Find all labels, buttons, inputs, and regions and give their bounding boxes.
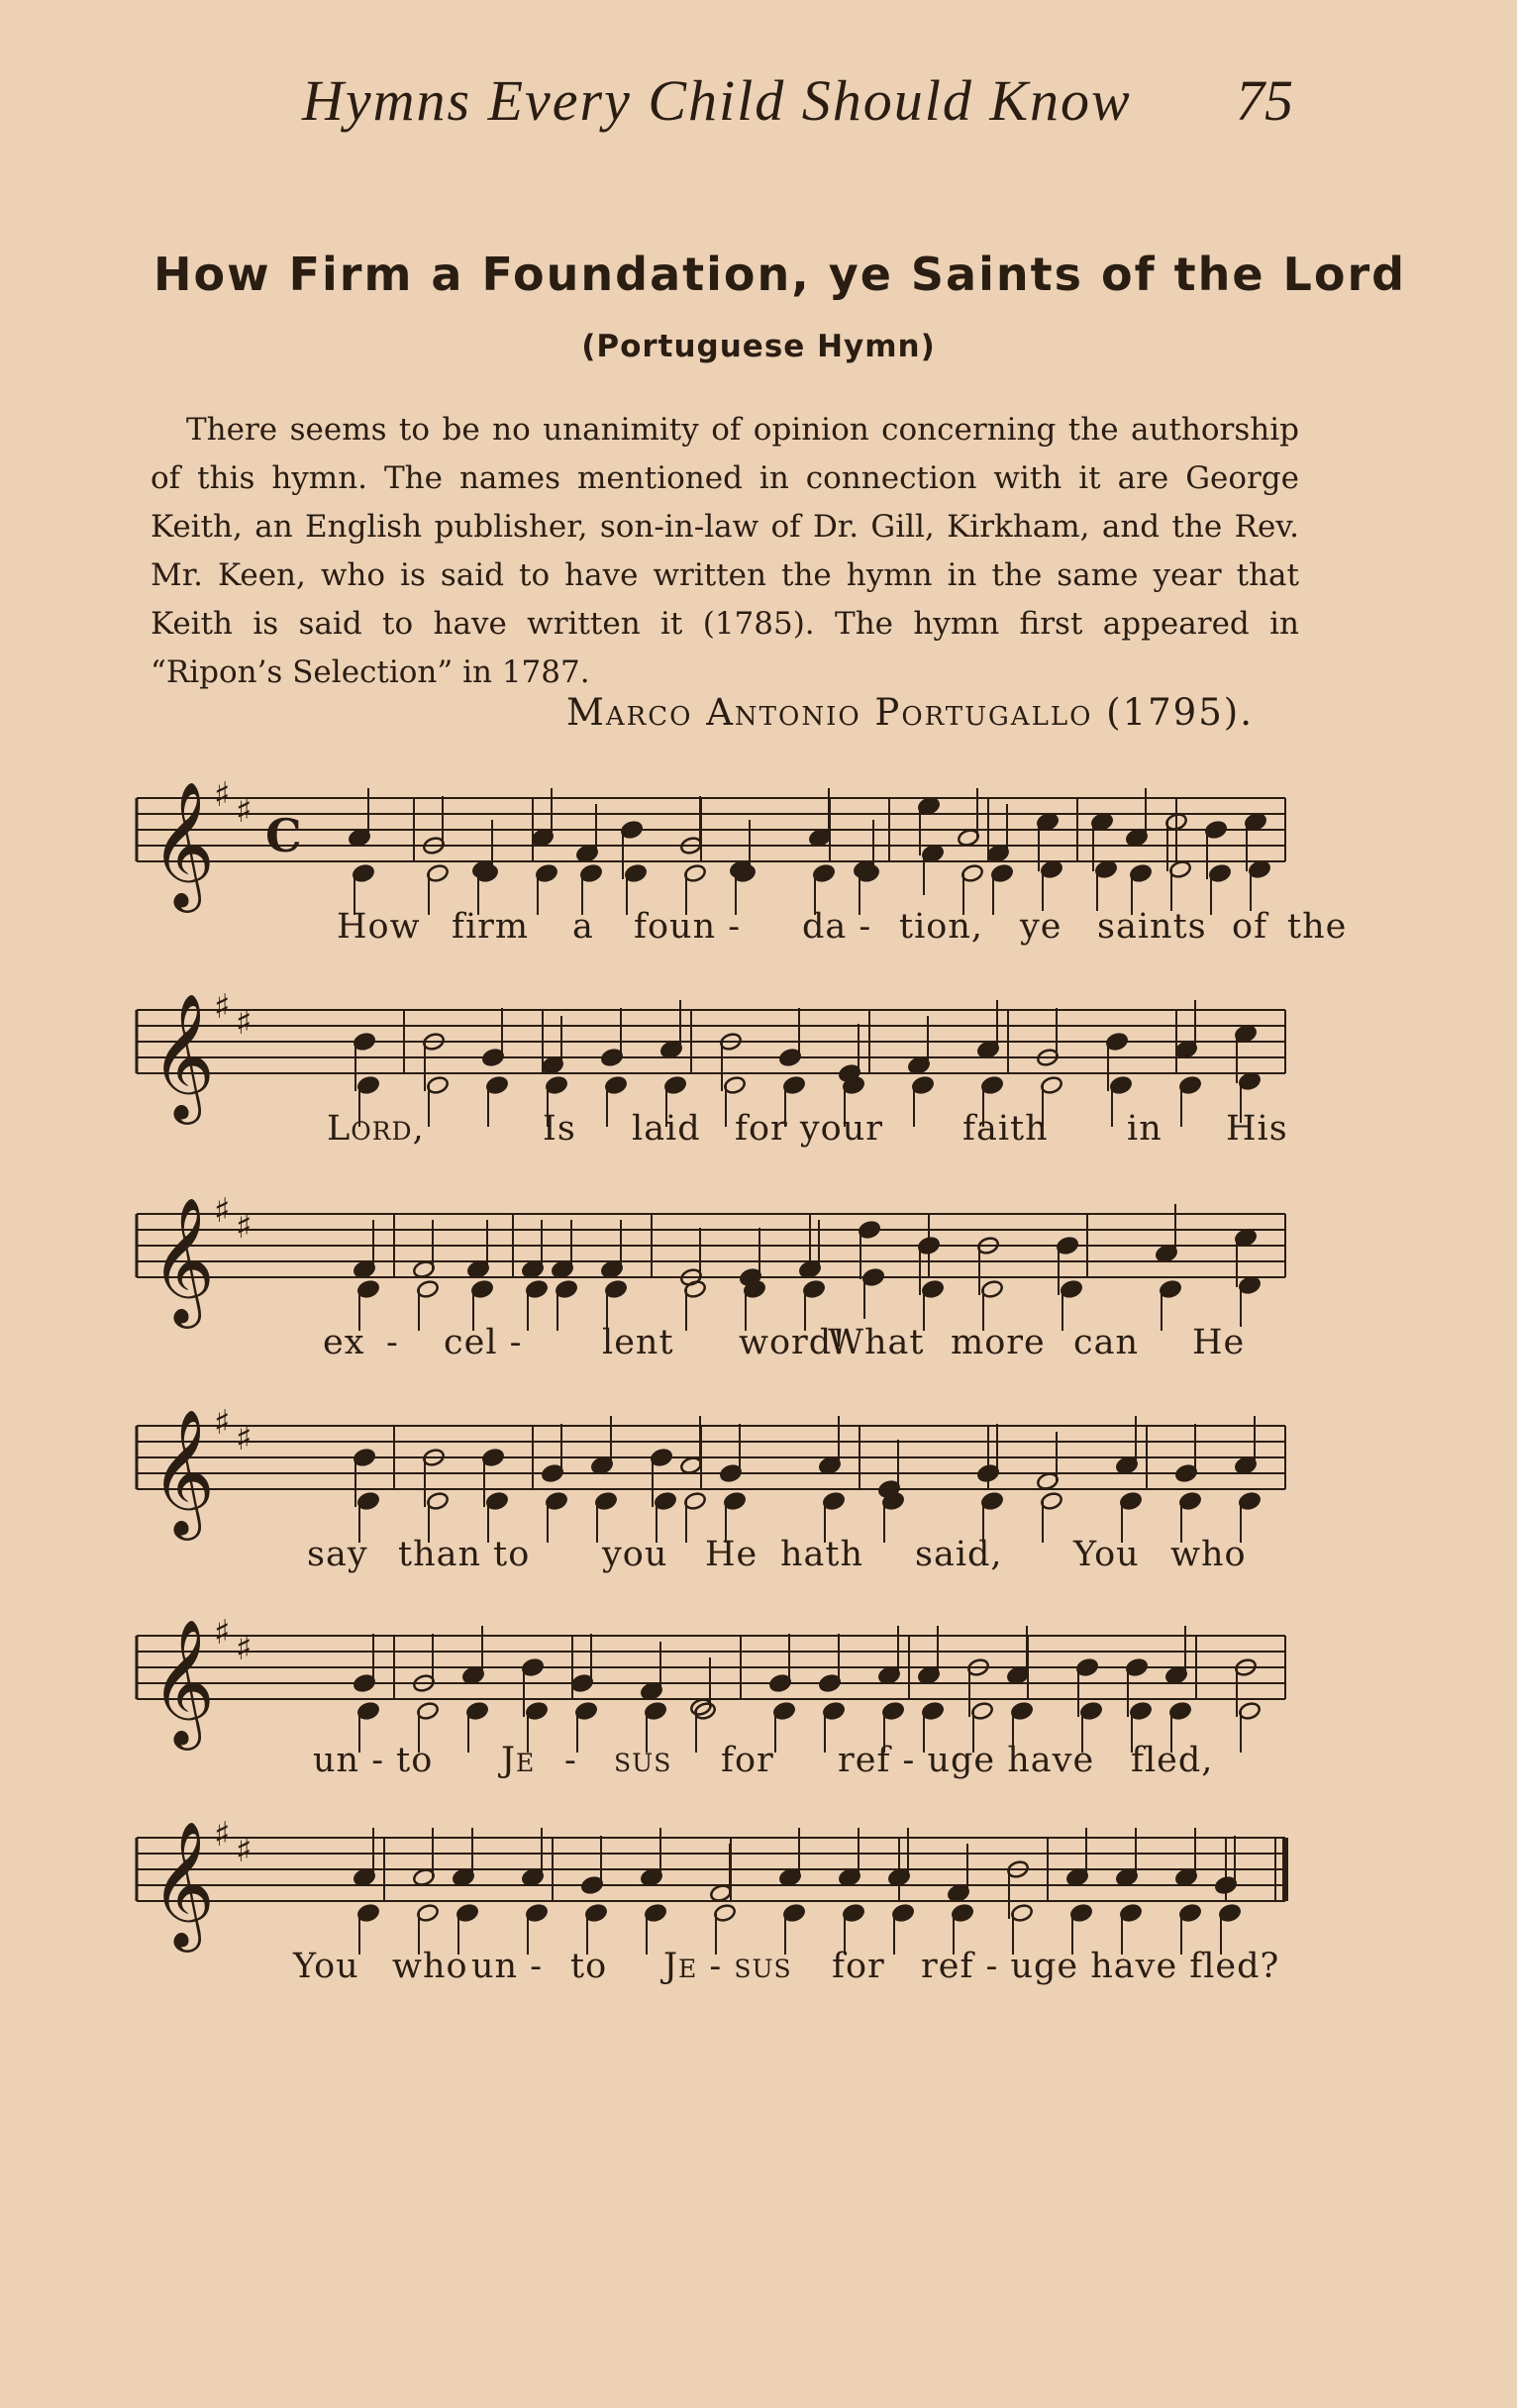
hymn-subtitle: (Portuguese Hymn) xyxy=(581,329,936,364)
sharp-sign: ♯ xyxy=(236,1003,253,1043)
lyric-line xyxy=(137,1323,1305,1372)
sharp-sign: ♯ xyxy=(214,1613,231,1653)
lyric-line xyxy=(137,907,1348,956)
treble-clef: 𝄞 xyxy=(151,1820,216,1947)
sharp-sign: ♯ xyxy=(236,1831,253,1870)
lyric-syllable: un - xyxy=(471,1947,544,1986)
lyric-syllable: ref - uge have fled? xyxy=(921,1947,1280,1986)
music-system xyxy=(137,1388,1305,1606)
page-number: 75 xyxy=(1236,68,1293,133)
sharp-sign: ♯ xyxy=(236,1419,253,1458)
lyric-syllable: un - to xyxy=(313,1741,434,1780)
lyric-syllable: laid xyxy=(632,1109,701,1149)
music-system xyxy=(137,760,1348,978)
lyric-line xyxy=(137,1741,1305,1790)
sharp-sign: ♯ xyxy=(214,775,231,815)
lyric-syllable: How xyxy=(337,907,421,947)
lyric-syllable: You xyxy=(293,1947,359,1986)
lyric-syllable: for xyxy=(721,1741,774,1780)
lyric-syllable: ye xyxy=(1020,907,1062,947)
lyric-syllable: ref - uge have xyxy=(838,1741,1095,1780)
running-header xyxy=(0,61,1517,141)
music-system xyxy=(137,1800,1305,2018)
lyric-syllable: for xyxy=(832,1947,885,1986)
lyric-syllable: say xyxy=(307,1535,368,1574)
lyric-syllable: What xyxy=(828,1323,925,1362)
lyric-syllable: word! xyxy=(739,1323,848,1362)
sharp-sign: ♯ xyxy=(214,1815,231,1855)
lyric-syllable: saints xyxy=(1097,907,1207,947)
lyric-syllable: Je xyxy=(501,1741,536,1780)
lyric-syllable: more xyxy=(951,1323,1046,1362)
sharp-sign: ♯ xyxy=(214,987,231,1027)
lyric-syllable: Lord, xyxy=(327,1109,425,1149)
lyric-syllable: who xyxy=(392,1947,468,1986)
composer-credit: Marco Antonio Portugallo (1795). xyxy=(566,691,1254,734)
lyric-syllable: the xyxy=(1287,907,1348,947)
sharp-sign: ♯ xyxy=(214,1403,231,1443)
lyric-syllable: can xyxy=(1073,1323,1140,1362)
lyric-syllable: - xyxy=(564,1741,577,1780)
treble-clef: 𝄞 xyxy=(151,992,216,1119)
lyric-line xyxy=(137,1947,1305,1996)
lyric-syllable: who xyxy=(1170,1535,1247,1574)
sharp-sign: ♯ xyxy=(236,1207,253,1247)
lyric-syllable: a xyxy=(572,907,594,947)
lyric-syllable: cel - xyxy=(444,1323,523,1362)
lyric-syllable: than to xyxy=(398,1535,531,1574)
lyric-syllable: fled, xyxy=(1131,1741,1214,1780)
lyric-syllable: tion, xyxy=(899,907,983,947)
treble-clef: 𝄞 xyxy=(151,1618,216,1745)
intro-paragraph: There seems to be no unanimity of opinion concerning the authorship of this hymn. The names mentioned in connection with it are George Keith, an English publisher, son-in-law of Dr. Gill, Kirkham, and the Rev. Mr. Keen, who is said to have written the hymn in the same year that Keith is said to have written it (1785). The hymn first appeared in “Ripon’s Selection” in 1787. xyxy=(151,412,1299,690)
time-signature: C xyxy=(265,809,302,862)
lyric-syllable: sus xyxy=(614,1741,672,1780)
treble-clef: 𝄞 xyxy=(151,1408,216,1535)
lyric-syllable: lent xyxy=(602,1323,674,1362)
lyric-syllable: hath xyxy=(780,1535,864,1574)
running-title: Hymns Every Child Should Know xyxy=(302,68,1132,133)
lyric-syllable: He xyxy=(1192,1323,1246,1362)
lyric-syllable: for your xyxy=(735,1109,883,1149)
sharp-sign: ♯ xyxy=(236,791,253,831)
lyric-syllable: you xyxy=(602,1535,668,1574)
sharp-sign: ♯ xyxy=(214,1191,231,1231)
lyric-syllable: ex xyxy=(323,1323,365,1362)
music-system xyxy=(137,1176,1305,1394)
lyric-syllable: said, xyxy=(915,1535,1003,1574)
lyric-syllable: He xyxy=(705,1535,758,1574)
lyric-line xyxy=(137,1109,1305,1158)
sharp-sign: ♯ xyxy=(236,1629,253,1668)
lyric-syllable: You xyxy=(1073,1535,1140,1574)
lyric-syllable: Is xyxy=(543,1109,576,1149)
hymn-title: How Firm a Foundation, ye Saints of the Lord xyxy=(153,248,1407,301)
lyric-syllable: foun - xyxy=(634,907,742,947)
lyric-syllable: - xyxy=(386,1323,399,1362)
music-system xyxy=(137,1598,1305,1816)
lyric-syllable: of xyxy=(1232,907,1268,947)
lyric-syllable: da - xyxy=(802,907,872,947)
music-system xyxy=(137,972,1305,1190)
lyric-syllable: faith xyxy=(962,1109,1049,1149)
lyric-syllable: His xyxy=(1226,1109,1288,1149)
lyric-syllable: in xyxy=(1127,1109,1163,1149)
treble-clef: 𝄞 xyxy=(151,780,216,907)
lyric-line xyxy=(137,1535,1305,1584)
treble-clef: 𝄞 xyxy=(151,1196,216,1323)
lyric-syllable: firm xyxy=(452,907,530,947)
lyric-syllable: Je - sus xyxy=(663,1947,792,1986)
lyric-syllable: to xyxy=(570,1947,608,1986)
